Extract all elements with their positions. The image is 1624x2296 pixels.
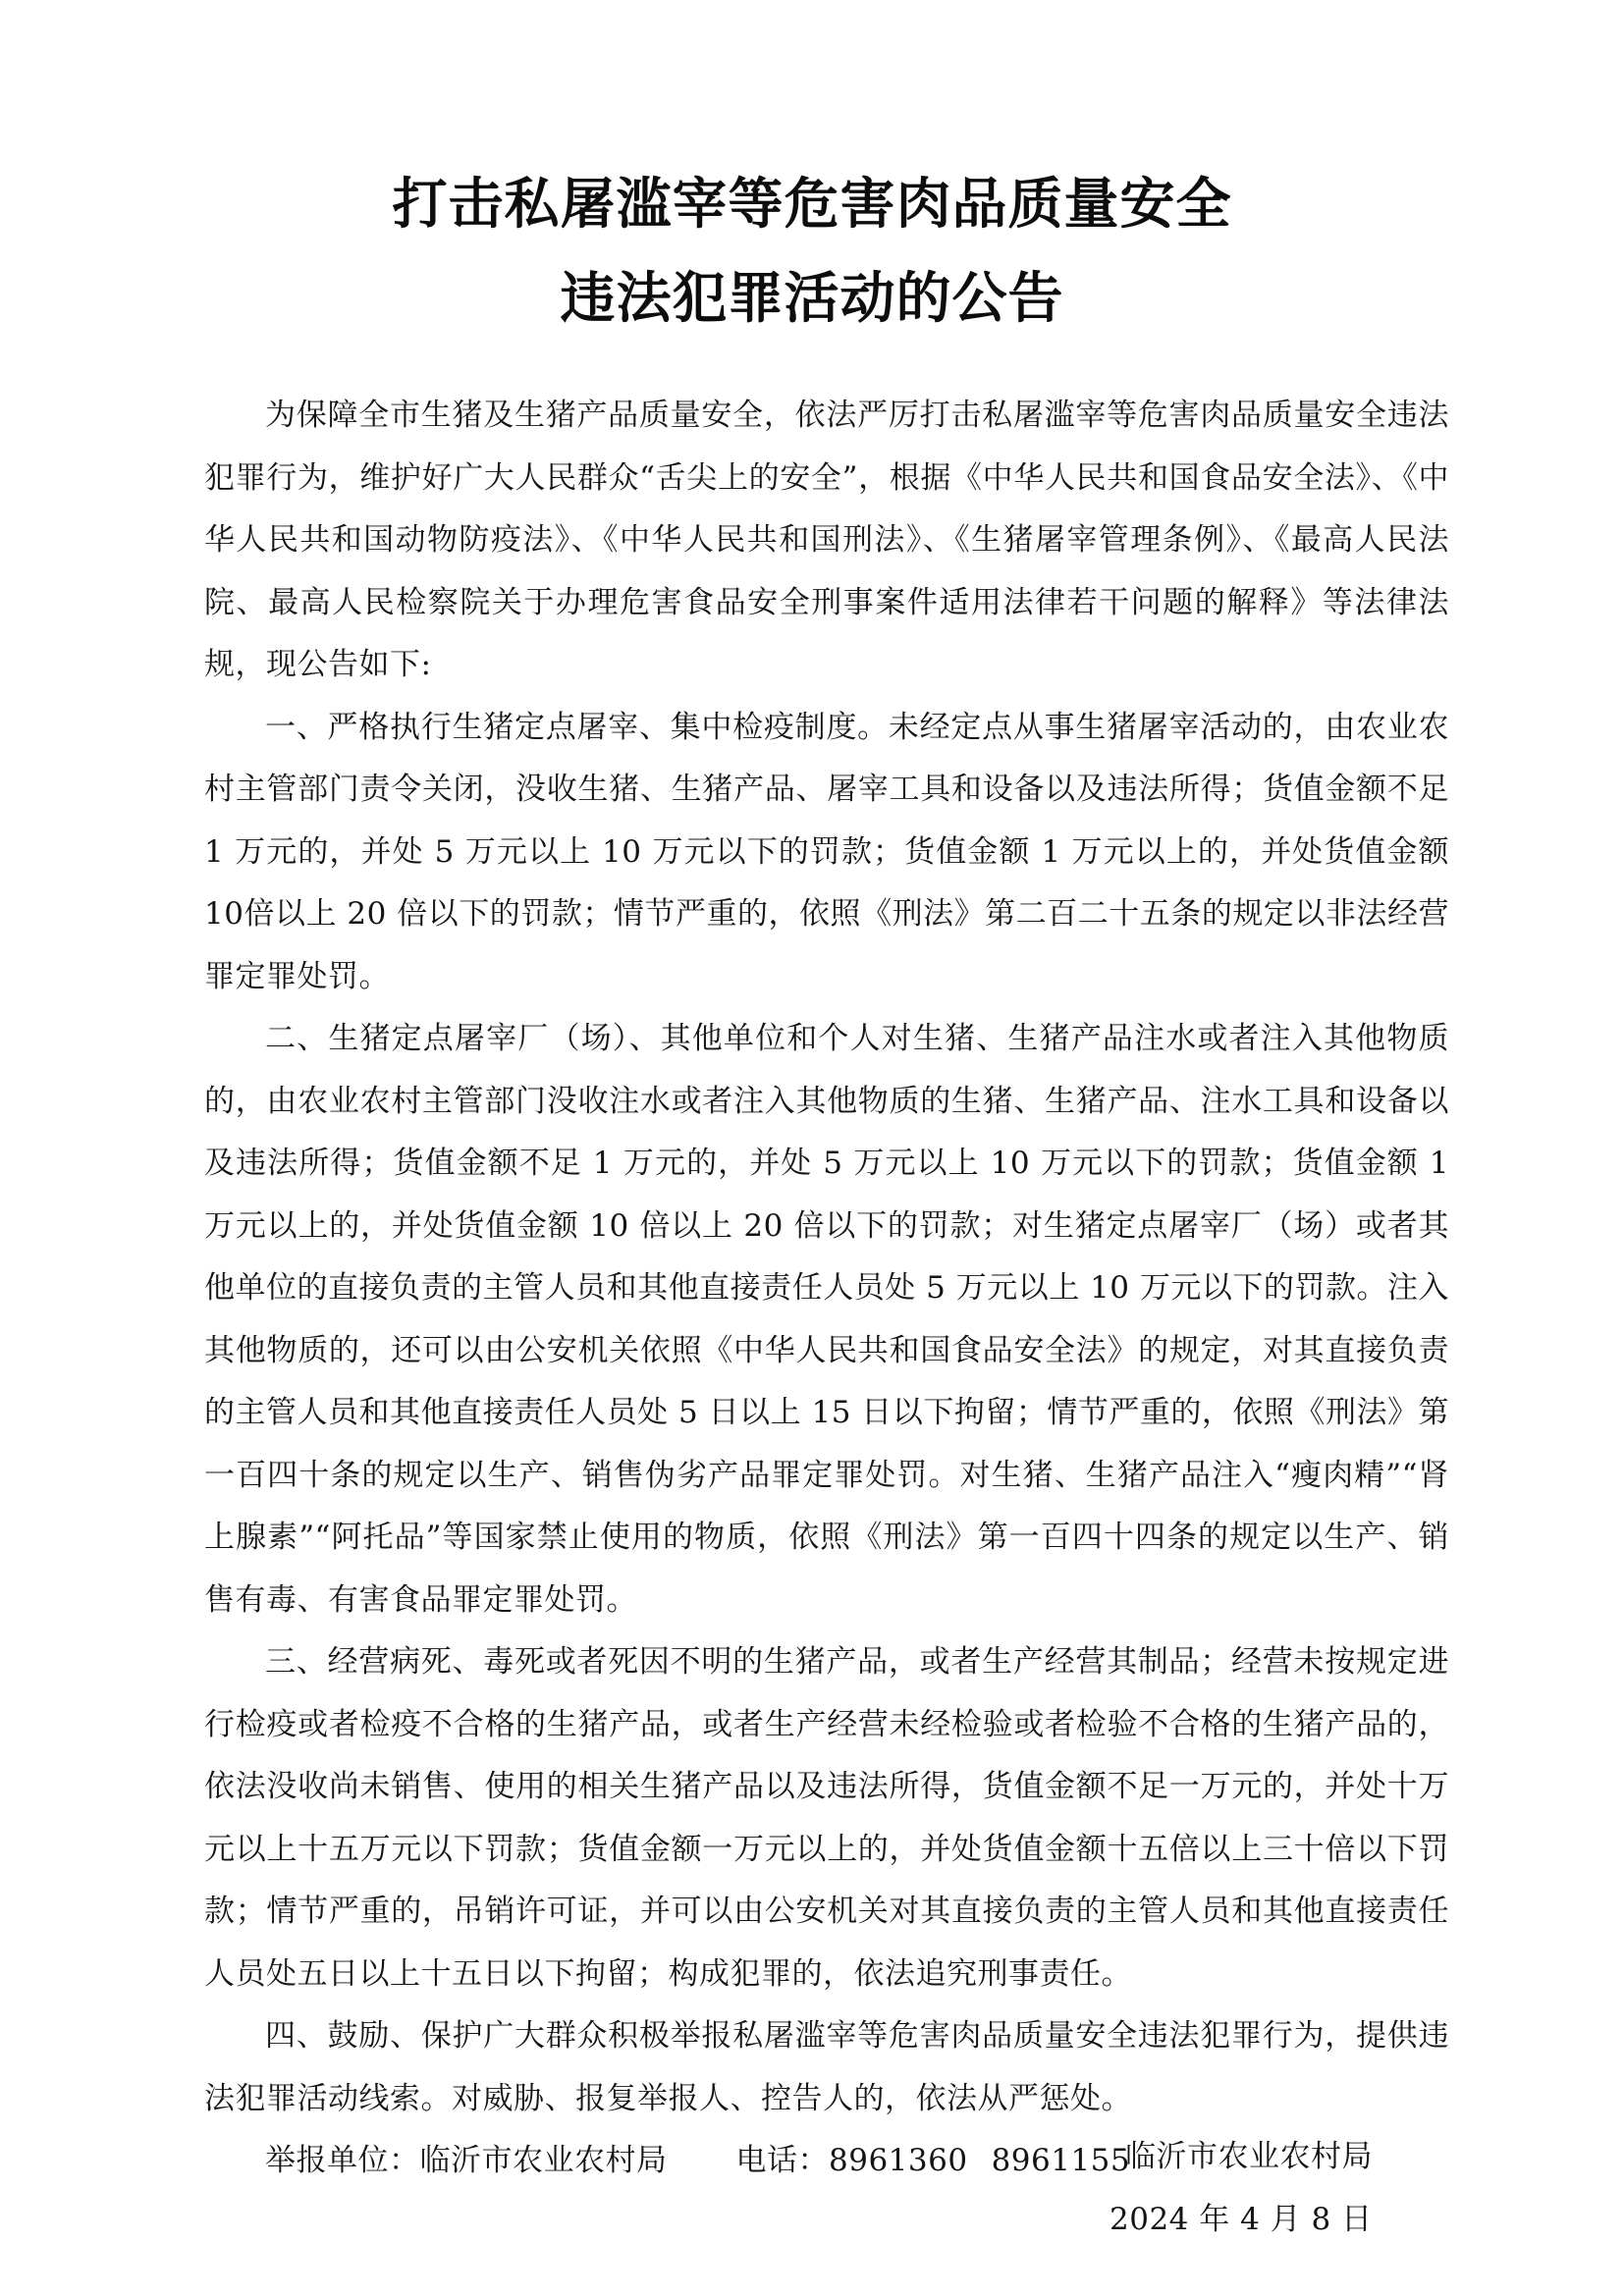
document-body	[204, 385, 1449, 2193]
document-title	[0, 157, 1624, 346]
contact-phone-1: 8961360	[829, 2143, 968, 2178]
paragraph-item-4: 四、鼓励、保护广大群众积极举报私屠滥宰等危害肉品质量安全违法犯罪行为，提供违法犯罪活动线索。对威胁、报复举报人、控告人的，依法从严惩处。	[204, 2018, 1449, 2116]
contact-unit-name: 临沂市农业农村局	[419, 2143, 668, 2178]
paragraph-item-1: 一、严格执行生猪定点屠宰、集中检疫制度。未经定点从事生猪屠宰活动的，由农业农村主管部门责令关闭，没收生猪、生猪产品、屠宰工具和设备以及违法所得；货值金额不足 1 万元的，并处 5 万元以上 10 万元以下的罚款；货值金额 1 万元以上的，并处货值金额 10倍以上 20 倍以下的罚款；情节严重的，依照《刑法》第二百二十五条的规定以非法经营罪定罪处罚。	[204, 709, 1449, 994]
contact-unit-label: 举报单位：	[265, 2143, 420, 2178]
paragraph-item-2: 二、生猪定点屠宰厂（场）、其他单位和个人对生猪、生猪产品注水或者注入其他物质的，由农业农村主管部门没收注水或者注入其他物质的生猪、生猪产品、注水工具和设备以及违法所得；货值金额不足 1 万元的，并处 5 万元以上 10 万元以下的罚款；货值金额 1 万元以上的，并处货值金额 10 倍以上 20 倍以下的罚款；对生猪定点屠宰厂（场）或者其他单位的直接负责的主管人员和其他直接责任人员处 5 万元以上 10 万元以下的罚款。注入其他物质的，还可以由公安机关依照《中华人民共和国食品安全法》的规定，对其直接负责的主管人员和其他直接责任人员处 5 日以上 15 日以下拘留；情节严重的，依照《刑法》第一百四十条的规定以生产、销售伪劣产品罪定罪处罚。对生猪、生猪产品注入“瘦肉精”“肾上腺素”“阿托品”等国家禁止使用的物质，依照《刑法》第一百四十四条的规定以生产、销售有毒、有害食品罪定罪处罚。	[204, 1021, 1449, 1618]
signature-block	[1110, 2125, 1424, 2251]
paragraph-item-3: 三、经营病死、毒死或者死因不明的生猪产品，或者生产经营其制品；经营未按规定进行检疫或者检疫不合格的生猪产品，或者生产经营未经检验或者检验不合格的生猪产品的，依法没收尚未销售、使用的相关生猪产品以及违法所得，货值金额不足一万元的，并处十万元以上十五万元以下罚款；货值金额一万元以上的，并处货值金额十五倍以上三十倍以下罚款；情节严重的，吊销许可证，并可以由公安机关对其直接负责的主管人员和其他直接责任人员处五日以上十五日以下拘留；构成犯罪的，依法追究刑事责任。	[204, 1644, 1449, 1992]
title-line-2: 违法犯罪活动的公告	[560, 266, 1064, 331]
contact-phone-2: 8961155	[991, 2143, 1131, 2178]
signature-organization: 临沂市农业农村局	[1125, 2139, 1373, 2174]
paragraph-intro: 为保障全市生猪及生猪产品质量安全，依法严厉打击私屠滥宰等危害肉品质量安全违法犯罪行为，维护好广大人民群众“舌尖上的安全”，根据《中华人民共和国食品安全法》、《中华人民共和国动物防疫法》、《中华人民共和国刑法》、《生猪屠宰管理条例》、《最高人民法院、最高人民检察院关于办理危害食品安全刑事案件适用法律若干问题的解释》等法律法规，现公告如下:	[204, 398, 1449, 682]
title-line-1: 打击私屠滥宰等危害肉品质量安全	[392, 172, 1232, 237]
signature-date: 2024 年 4 月 8 日	[1110, 2202, 1373, 2237]
contact-phone-label: 电话：	[735, 2143, 829, 2178]
